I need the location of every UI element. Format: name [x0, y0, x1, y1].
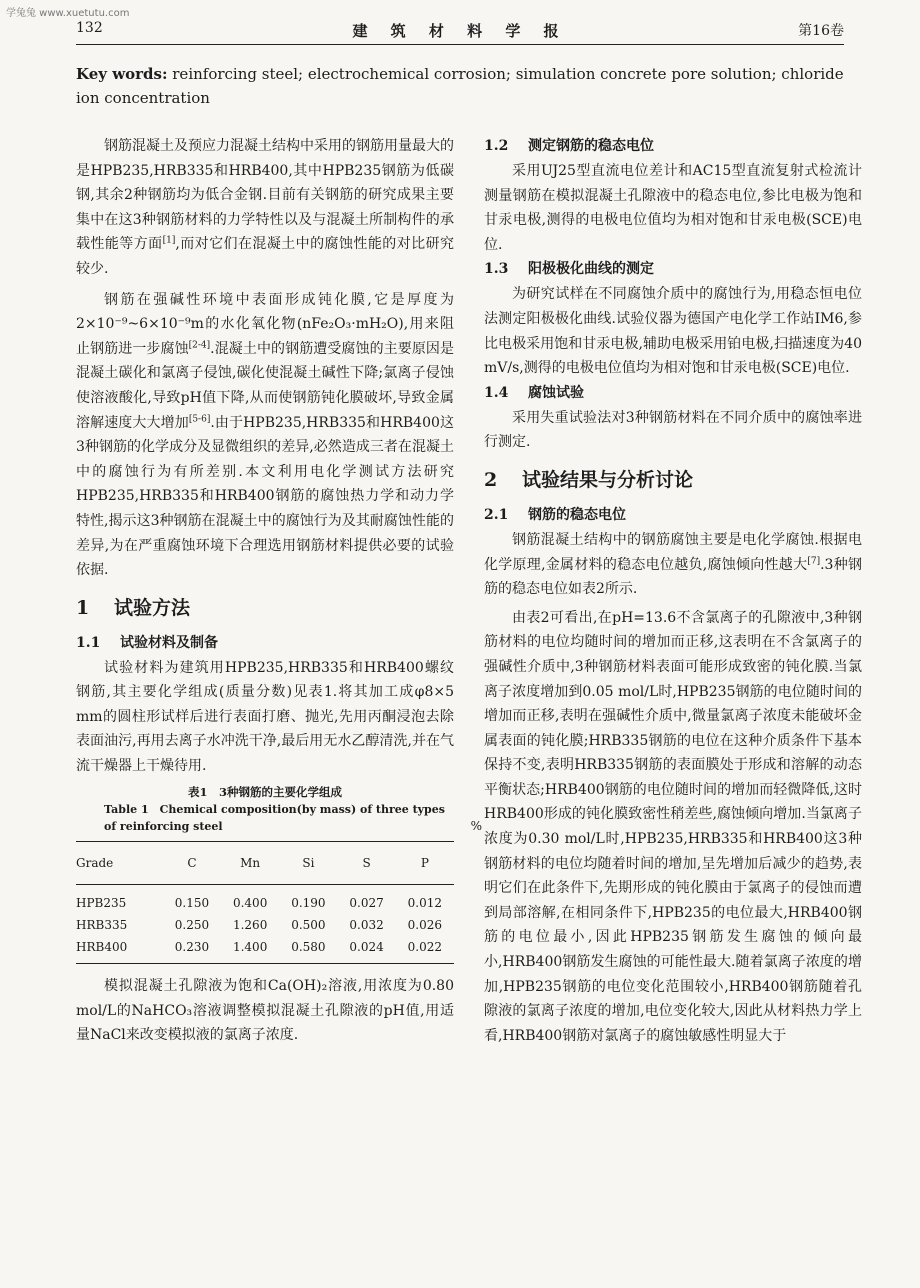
table-cell: 0.012: [407, 896, 443, 911]
intro-paragraph-2: 钢筋在强碱性环境中表面形成钝化膜,它是厚度为2×10⁻⁹~6×10⁻⁹m的水化氧化物(nFe₂O₃·mH₂O),用来阻止钢筋进一步腐蚀[2-4].混凝土中的钢筋遭受腐蚀的主要原因是混凝土碳化和氯离子侵蚀,碳化使混凝土碱性下降;氯离子侵蚀使溶液酸化,导致pH值下降,从而使钢筋钝化膜破坏,导致金属溶解速度大大增加[5-6].由于HPB235,HRB335和HRB400这3种钢筋的化学成分及显微组织的差异,必然造成三者在混凝土中的腐蚀行为有所差别.本文利用电化学测试方法研究HPB235,HRB335和HRB400钢筋的腐蚀热力学和动力学特性,揭示这3种钢筋在混凝土中的腐蚀行为及其耐腐蚀性能的差异,为在严重腐蚀环境下合理选用钢筋材料提供必要的试验依据.: [76, 291, 455, 579]
watermark: 学兔兔 www.xuetutu.com: [6, 8, 130, 19]
table-cell: 0.250: [174, 918, 210, 933]
page-number: 132: [76, 20, 103, 36]
table-cell: HRB400: [76, 940, 128, 955]
citation: [1]: [162, 235, 176, 246]
table-header-cell: Si: [302, 855, 315, 870]
materials-paragraph: 试验材料为建筑用HPB235,HRB335和HRB400螺纹钢筋,其主要化学组成(质量分数)见表1.将其加工成φ8×5 mm的圆柱形试样后进行表面打磨、抛光,先用丙酮浸泡去除表面油污,再用去离子水冲洗干净,最后用无水乙醇清洗,并在气流干燥器上干燥待用.: [76, 659, 454, 775]
section-heading-2: 2 试验结果与分析讨论: [484, 468, 694, 491]
citation: [7]: [807, 555, 821, 566]
table-cell: 0.032: [349, 918, 384, 933]
table-cell: 0.230: [174, 940, 210, 955]
citation: [2-4]: [188, 340, 211, 351]
table-cell: HRB335: [76, 918, 128, 933]
subsection-heading-1-4: 1.4 腐蚀试验: [484, 384, 584, 401]
keywords: [76, 62, 846, 110]
table-row: [76, 936, 454, 964]
table-caption-en: Table 1 Chemical composition(by mass) of three types of reinforcing steel %: [104, 802, 482, 833]
polarization-paragraph: 为研究试样在不同腐蚀介质中的腐蚀行为,用稳态恒电位法测定阳极极化曲线.试验仪器为德国产电化学工作站IM6,参比电极采用饱和甘汞电极,辅助电极采用铂电极,扫描速度为40 mV/s,测得的电极电位值均为相对饱和甘汞电极(SCE)电位.: [484, 286, 862, 377]
left-column: [76, 134, 482, 1048]
discussion-paragraph: 由表2可看出,在pH=13.6不含氯离子的孔隙液中,3种钢筋材料的电位均随时间的增加而正移,这表明在不含氯离子的强碱性介质中,3种钢筋材料表面可能形成致密的钝化膜.当氯离子浓度增加到0.05 mol/L时,HPB235钢筋的电位随时间的增加而正移,表明在强碱性介质中,微量氯离子浓度未能破坏金属表面的钝化膜;HRB335钢筋的电位在这种介质条件下基本保持不变,表明HRB335钢筋的表面膜处于形成和溶解的动态平衡状态;HRB400钢筋的电位随时间的增加而轻微降低,这时HRB400形成的钝化膜致密性稍差些,腐蚀倾向增加.当氯离子浓度为0.30 mol/L时,HPB235,HRB335和HRB400这3种钢筋材料的电位均随着时间的增加,呈先增加后减少的趋势,表明它们在此条件下,先期形成的钝化膜由于氯离子的侵蚀而遭到局部溶解,在相同条件下,HPB235的电位最大,HRB400钢筋的电位最小,因此HPB235钢筋发生腐蚀的倾向最小,HRB400钢筋发生腐蚀的可能性最大.随着氯离子浓度的增加,HPB235钢筋的电位变化范围较小,HRB400钢筋随着孔隙液的氯离子浓度的增加,电位变化较大,因此从材料热力学上看,HRB400钢筋对氯离子的腐蚀敏感性明显大于: [484, 609, 862, 1044]
table-header-cell: Mn: [240, 855, 261, 870]
table-header-cell: C: [187, 855, 197, 870]
keywords-text: reinforcing steel; electrochemical corrosion; simulation concrete pore solution; chloride ion concentration: [76, 65, 844, 107]
composition-table: [76, 841, 454, 965]
section-heading-1: 1 试验方法: [76, 596, 191, 619]
running-header: [76, 18, 844, 45]
table-cell: 0.026: [407, 918, 443, 933]
subsection-heading-2-1: 2.1 钢筋的稳态电位: [484, 506, 626, 523]
table-header-cell: S: [362, 855, 371, 870]
intro-paragraph-1: 钢筋混凝土及预应力混凝土结构中采用的钢筋用量最大的是HPB235,HRB335和HRB400,其中HPB235钢筋为低碳钢,其余2种钢筋均为低合金钢.目前有关钢筋的研究成果主要集中在这3种钢筋材料的力学特性以及与混凝土所制构件的承载性能等方面[1],而对它们在混凝土中的腐蚀性能的对比研究较少.: [76, 138, 454, 277]
keywords-label: Key words:: [76, 65, 168, 83]
table-cell: 0.027: [349, 896, 384, 911]
table-header-cell: Grade: [76, 855, 114, 870]
pore-solution-paragraph: 模拟混凝土孔隙液为饱和Ca(OH)₂溶液,用浓度为0.80 mol/L的NaHCO₃溶液调整模拟混凝土孔隙液的pH值,用适量NaCl来改变模拟液的氯离子浓度.: [76, 978, 454, 1044]
potential-method-paragraph: 采用UJ25型直流电位差计和AC15型直流复射式检流计测量钢筋在模拟混凝土孔隙液中的稳态电位,参比电极为饱和甘汞电极,测得的电极电位值均为相对饱和甘汞电极(SCE)电位.: [484, 163, 862, 253]
journal-title: 建 筑 材 料 学 报: [352, 22, 568, 40]
corrosion-test-paragraph: 采用失重试验法对3种钢筋材料在不同介质中的腐蚀率进行测定.: [484, 409, 862, 451]
table-cell: 1.400: [232, 940, 268, 955]
table-header-cell: P: [420, 855, 429, 870]
table-row: [76, 885, 454, 915]
table-cell: 0.400: [232, 896, 268, 911]
citation: [5-6]: [188, 413, 211, 424]
table-cell: 1.260: [232, 918, 268, 933]
table-cell: 0.022: [407, 940, 443, 955]
table-unit: %: [470, 818, 482, 833]
table-header-row: [76, 841, 454, 885]
table-cell: 0.190: [291, 896, 326, 911]
subsection-heading-1-2: 1.2 测定钢筋的稳态电位: [484, 138, 654, 154]
table-cell: 0.150: [174, 896, 210, 911]
table-cell: 0.500: [291, 918, 326, 933]
steady-potential-paragraph: 钢筋混凝土结构中的钢筋腐蚀主要是电化学腐蚀.根据电化学原理,金属材料的稳态电位越负,腐蚀倾向性越大[7].3种钢筋的稳态电位如表2所示.: [484, 531, 863, 598]
table-cell: HPB235: [76, 896, 127, 911]
table-caption-cn: 表1 3种钢筋的主要化学组成: [187, 784, 342, 799]
table-row: [76, 914, 454, 936]
table-cell: 0.580: [291, 940, 326, 955]
table-cell: 0.024: [349, 940, 384, 955]
volume-label: 第16卷: [798, 23, 844, 39]
subsection-heading-1-3: 1.3 阳极极化曲线的测定: [484, 261, 654, 278]
subsection-heading-1-1: 1.1 试验材料及制备: [76, 634, 218, 651]
right-column: [484, 134, 862, 1048]
